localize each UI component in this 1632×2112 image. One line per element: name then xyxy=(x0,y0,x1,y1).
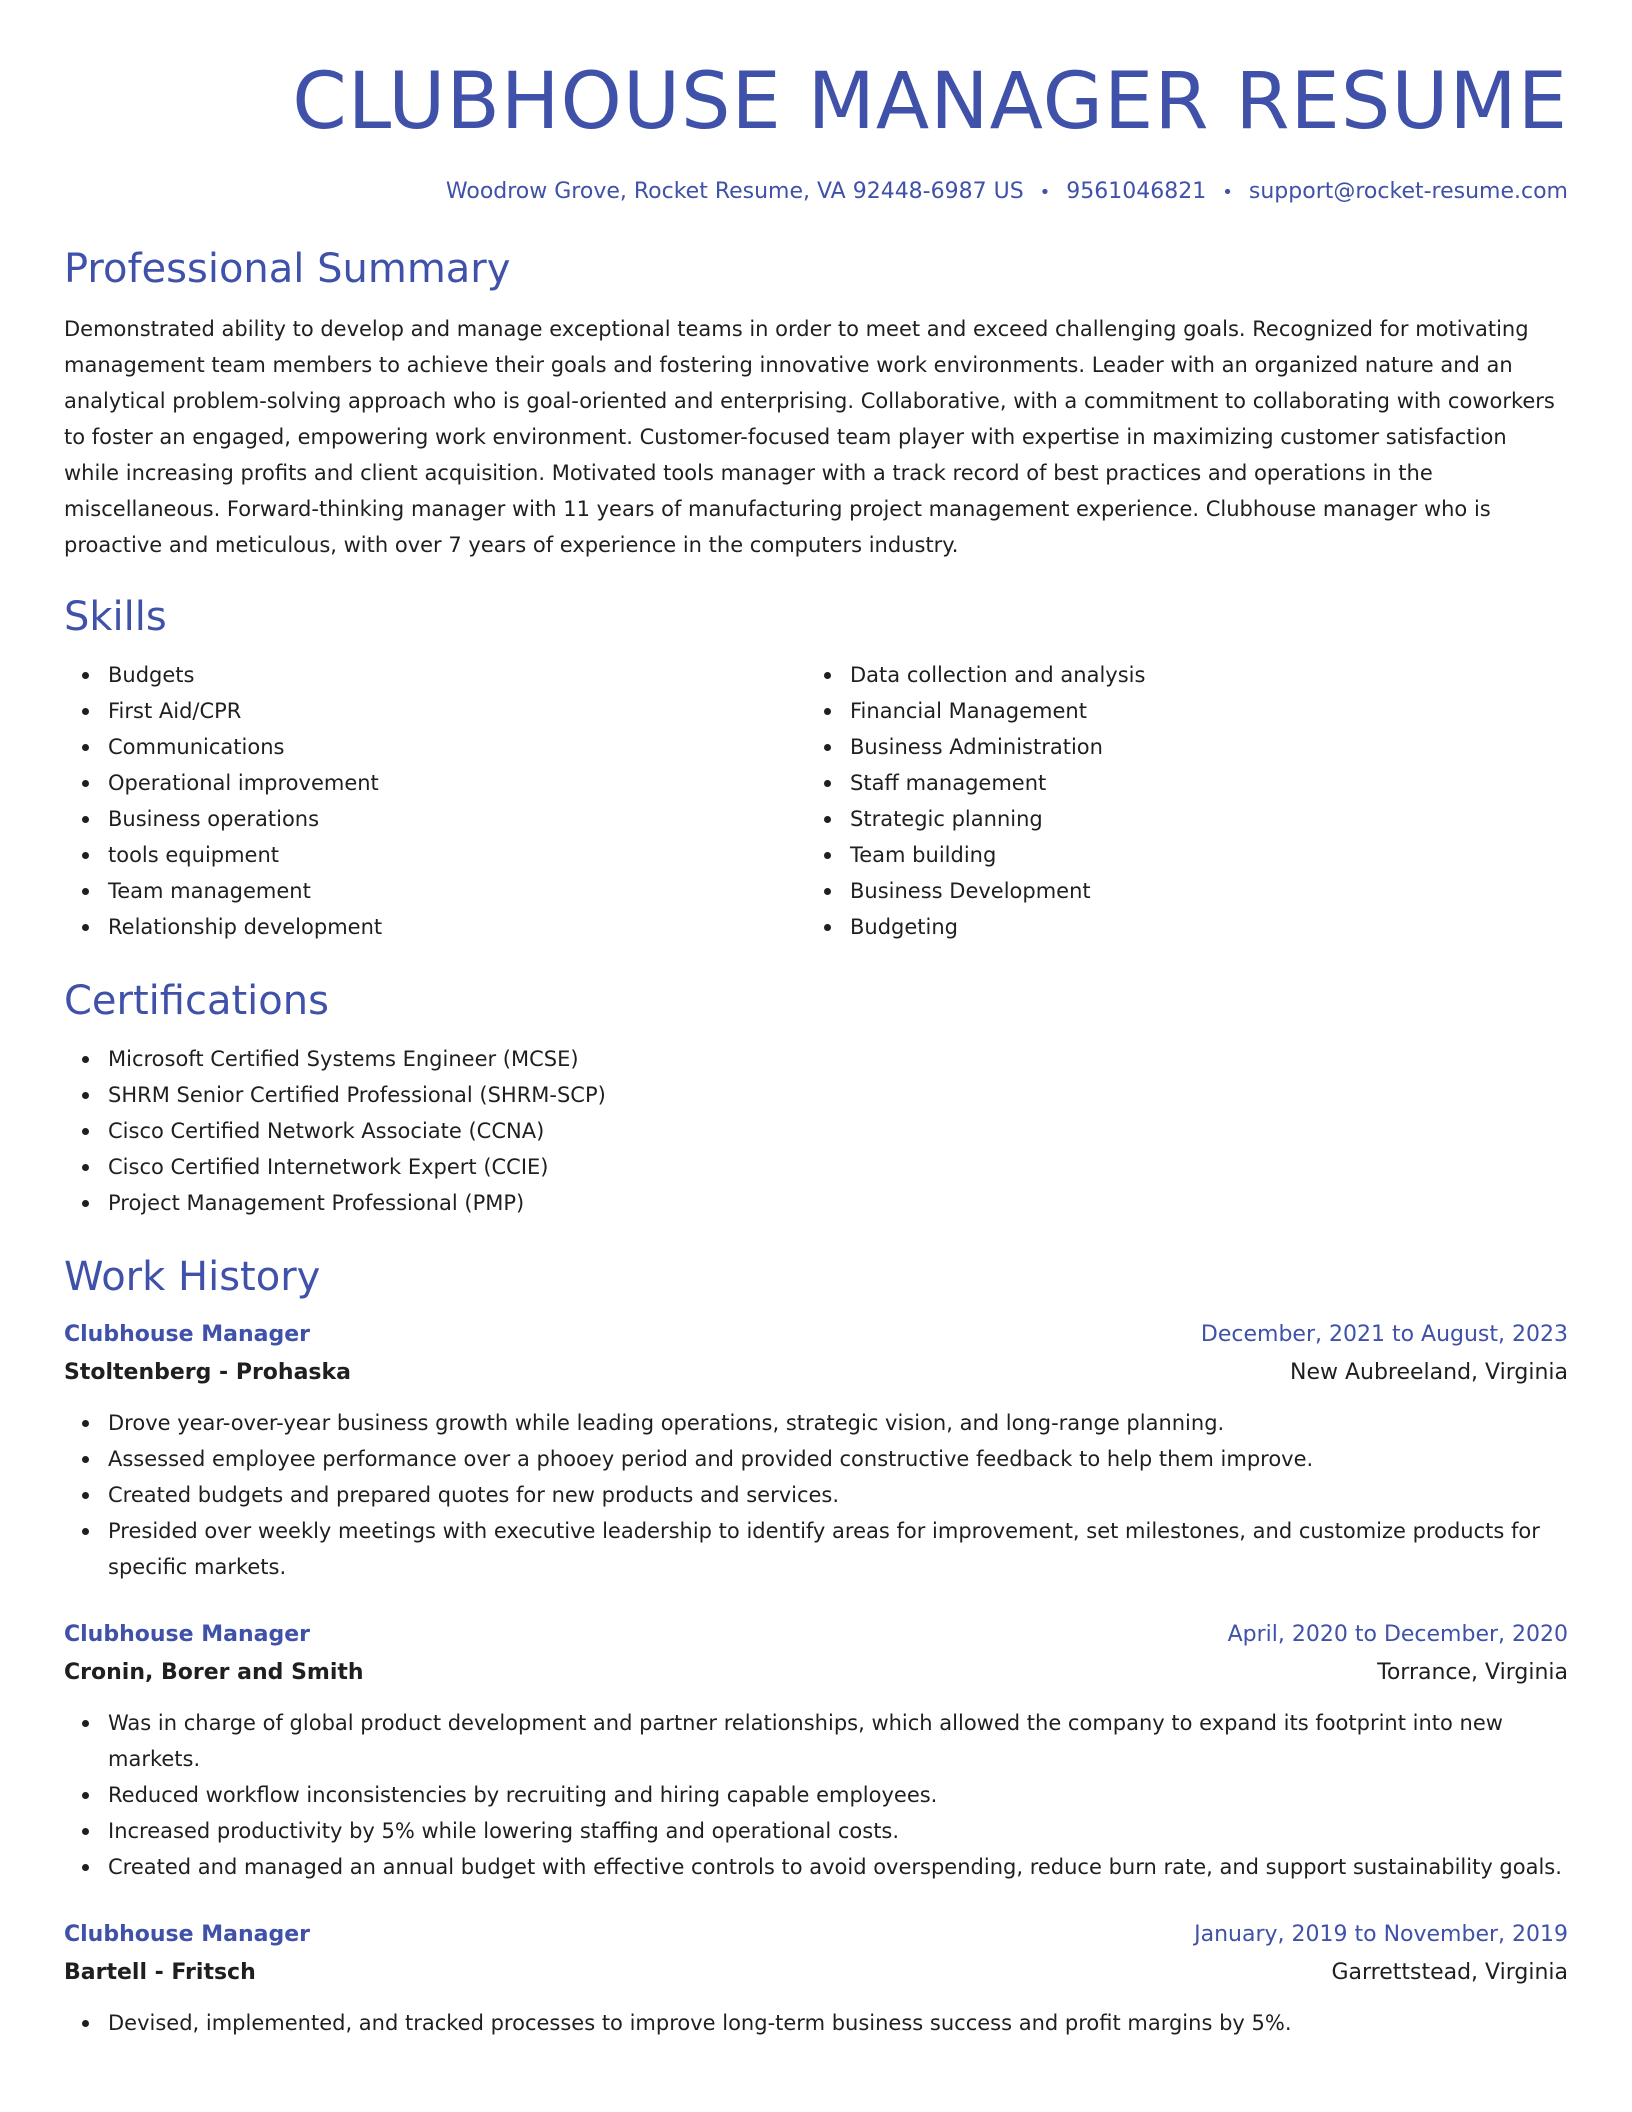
list-item: Was in charge of global product development and partner relationships, which allowed the company to expand its footprint into new markets. xyxy=(108,1705,1568,1777)
summary-heading: Professional Summary xyxy=(64,246,511,292)
job-title: Clubhouse Manager xyxy=(64,1922,310,1947)
list-item: Created budgets and prepared quotes for new products and services. xyxy=(108,1477,1568,1513)
resume-name: CLUBHOUSE MANAGER RESUME xyxy=(292,57,1568,147)
job-company: Stoltenberg - Prohaska xyxy=(64,1360,351,1385)
job-company-row xyxy=(64,1953,1568,1993)
list-item: Business Administration xyxy=(850,729,1548,765)
list-item: Presided over weekly meetings with executive leadership to identify areas for improvement, set milestones, and customize products for specific markets. xyxy=(108,1513,1568,1585)
resume-page xyxy=(64,0,1568,2041)
list-item: Communications xyxy=(108,729,806,765)
skills-list-left xyxy=(64,657,806,945)
list-item: Increased productivity by 5% while lowering staffing and operational costs. xyxy=(108,1813,1568,1849)
job-title: Clubhouse Manager xyxy=(64,1622,310,1647)
job-bullets xyxy=(64,1405,1568,1585)
list-item: Devised, implemented, and tracked processes to improve long-term business success and profit margins by 5%. xyxy=(108,2005,1568,2041)
job-bullets xyxy=(64,1705,1568,1885)
list-item: Budgets xyxy=(108,657,806,693)
list-item: Financial Management xyxy=(850,693,1548,729)
job-entry xyxy=(64,1617,1568,1885)
summary-section xyxy=(64,241,1568,563)
list-item: Data collection and analysis xyxy=(850,657,1548,693)
job-dates: April, 2020 to December, 2020 xyxy=(1227,1622,1568,1647)
job-dates: January, 2019 to November, 2019 xyxy=(1194,1922,1568,1947)
contact-email[interactable]: support@rocket-resume.com xyxy=(1248,179,1568,204)
contact-separator: • xyxy=(1039,182,1051,203)
skills-heading: Skills xyxy=(64,594,167,640)
skills-column-right xyxy=(806,657,1548,945)
work-history-section xyxy=(64,1249,1568,2041)
list-item: First Aid/CPR xyxy=(108,693,806,729)
certifications-heading: Certifications xyxy=(64,978,329,1024)
skills-list-right xyxy=(806,657,1548,945)
jobs-list xyxy=(64,1317,1568,2041)
job-entry xyxy=(64,1917,1568,2041)
list-item: Budgeting xyxy=(850,909,1548,945)
list-item: Drove year-over-year business growth while leading operations, strategic vision, and long-range planning. xyxy=(108,1405,1568,1441)
job-title-row xyxy=(64,1317,1568,1353)
job-bullets xyxy=(64,2005,1568,2041)
work-history-heading: Work History xyxy=(64,1254,321,1300)
certifications-list xyxy=(64,1041,1568,1221)
job-title-row xyxy=(64,1617,1568,1653)
skills-column-left xyxy=(64,657,806,945)
job-title: Clubhouse Manager xyxy=(64,1322,310,1347)
list-item: Business operations xyxy=(108,801,806,837)
job-company-row xyxy=(64,1653,1568,1693)
contact-separator: • xyxy=(1222,182,1233,203)
job-location: Garrettstead, Virginia xyxy=(1331,1960,1568,1985)
list-item: Staff management xyxy=(850,765,1548,801)
list-item: Created and managed an annual budget with effective controls to avoid overspending, reduce burn rate, and support sustainability goals. xyxy=(108,1849,1568,1885)
list-item: Microsoft Certified Systems Engineer (MCSE) xyxy=(108,1041,1568,1077)
list-item: Reduced workflow inconsistencies by recruiting and hiring capable employees. xyxy=(108,1777,1568,1813)
list-item: Relationship development xyxy=(108,909,806,945)
job-entry xyxy=(64,1317,1568,1585)
skills-grid xyxy=(64,657,1568,945)
list-item: Operational improvement xyxy=(108,765,806,801)
list-item: SHRM Senior Certified Professional (SHRM-SCP) xyxy=(108,1077,1568,1113)
job-location: New Aubreeland, Virginia xyxy=(1289,1360,1568,1385)
list-item: Team management xyxy=(108,873,806,909)
list-item: tools equipment xyxy=(108,837,806,873)
job-location: Torrance, Virginia xyxy=(1377,1660,1568,1685)
list-item: Project Management Professional (PMP) xyxy=(108,1185,1568,1221)
job-dates: December, 2021 to August, 2023 xyxy=(1200,1322,1568,1347)
list-item: Assessed employee performance over a phooey period and provided constructive feedback to help them improve. xyxy=(108,1441,1568,1477)
contact-line xyxy=(64,176,1568,209)
contact-address: Woodrow Grove, Rocket Resume, VA 92448-6987 US xyxy=(445,179,1024,204)
job-company-row xyxy=(64,1353,1568,1393)
job-company: Cronin, Borer and Smith xyxy=(64,1660,364,1685)
certifications-section xyxy=(64,973,1568,1221)
skills-section xyxy=(64,589,1568,945)
summary-text: Demonstrated ability to develop and manage exceptional teams in order to meet and exceed challenging goals. Recognized for motivating management team members to achieve their goals and fostering innovative work environments. Leader with an organized nature and an analytical problem-solving approach who is goal-oriented and enterprising. Collaborative, with a commitment to collaborating with coworkers to foster an engaged, empowering work environment. Customer-focused team player with expertise in maximizing customer satisfaction while increasing profits and client acquisition. Motivated tools manager with a track record of best practices and operations in the miscellaneous. Forward-thinking manager with 11 years of manufacturing project management experience. Clubhouse manager who is proactive and meticulous, with over 7 years of experience in the computers industry. xyxy=(64,317,1555,557)
list-item: Cisco Certified Network Associate (CCNA) xyxy=(108,1113,1568,1149)
job-title-row xyxy=(64,1917,1568,1953)
resume-header xyxy=(64,0,1568,209)
list-item: Strategic planning xyxy=(850,801,1548,837)
job-company: Bartell - Fritsch xyxy=(64,1960,256,1985)
list-item: Business Development xyxy=(850,873,1548,909)
list-item: Cisco Certified Internetwork Expert (CCIE) xyxy=(108,1149,1568,1185)
list-item: Team building xyxy=(850,837,1548,873)
contact-phone: 9561046821 xyxy=(1066,179,1207,204)
